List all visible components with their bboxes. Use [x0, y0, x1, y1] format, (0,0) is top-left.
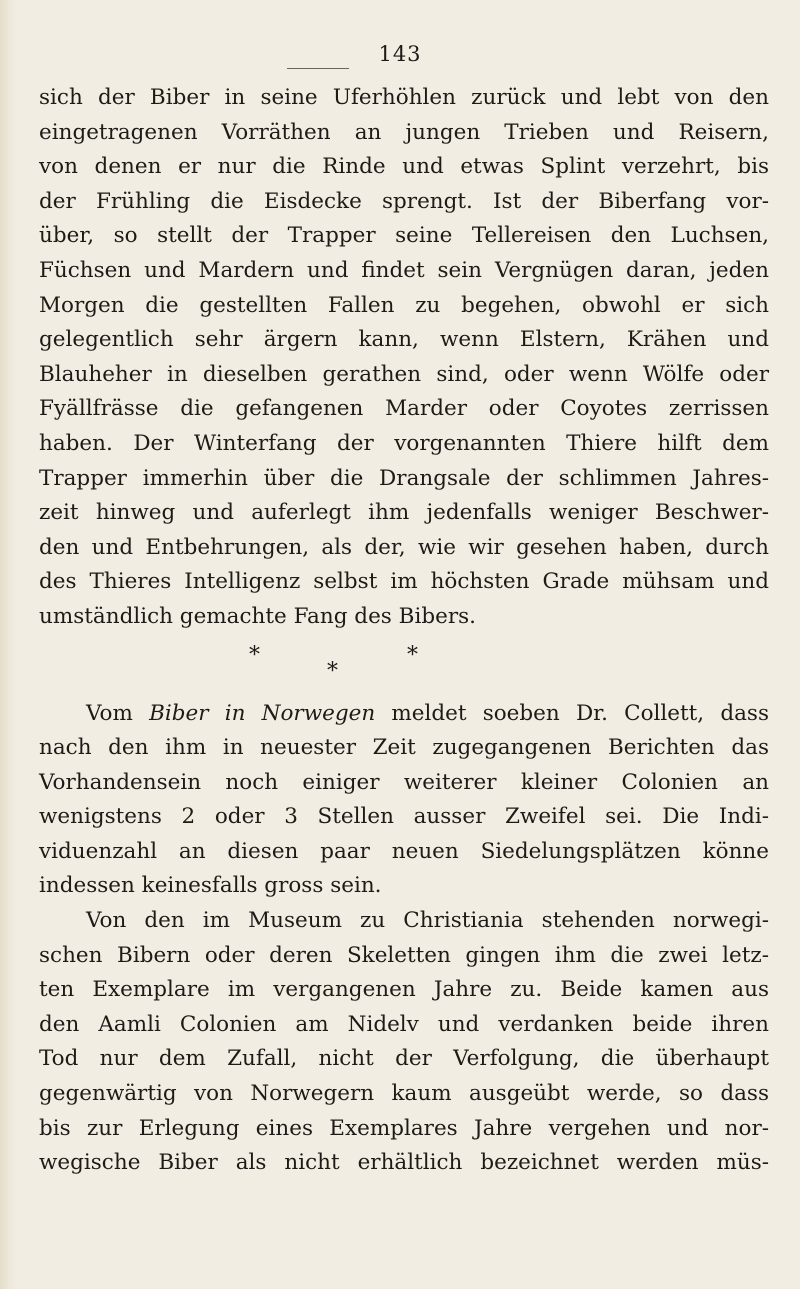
text-line: schen Bibern oder deren Skeletten gingen ihm die zwei letz-	[39, 942, 769, 968]
text-line: bis zur Erlegung eines Exemplares Jahre vergehen und nor-	[39, 1115, 769, 1141]
text-line: wegische Biber als nicht erhältlich bezeichnet werden müs-	[39, 1150, 769, 1176]
text-line: Trapper immerhin über die Drangsale der schlimmen Jahres-	[39, 465, 769, 491]
text-suffix: meldet soeben Dr. Collett, dass	[375, 700, 769, 726]
body-text	[39, 81, 769, 1181]
text-line: sich der Biber in seine Uferhöhlen zurück und lebt von den	[39, 85, 769, 110]
text-line: ten Exemplare im vergangenen Jahre zu. Beide kamen aus	[39, 977, 769, 1003]
text-prefix: Vom	[86, 700, 150, 726]
italic-phrase: Biber in Norwegen	[149, 700, 376, 726]
text-line: den Aamli Colonien am Nidelv und verdanken beide ihren	[39, 1011, 769, 1037]
paragraph-trapper-winter	[39, 81, 769, 635]
text-line: Füchsen und Mardern und findet sein Vergnügen daran, jeden	[39, 257, 769, 283]
text-line: Fyällfrässe die gefangenen Marder oder Coyotes zerrissen	[39, 396, 769, 422]
text-line: umständlich gemachte Fang des Bibers.	[39, 603, 476, 629]
section-separator	[39, 635, 769, 697]
asterisk-ornament: *	[407, 642, 418, 668]
page-number: 143	[378, 42, 422, 66]
text-line-first	[39, 697, 769, 732]
text-line: nach den ihm in neuester Zeit zugegangenen Berichten das	[39, 735, 769, 761]
header-rule	[287, 68, 349, 69]
text-line: Morgen die gestellten Fallen zu begehen, obwohl er sich	[39, 292, 769, 318]
asterisk-ornament: *	[249, 642, 260, 668]
text-line: eingetragenen Vorräthen an jungen Trieben und Reisern,	[39, 119, 769, 145]
paragraph-museum-christiania	[39, 904, 769, 1181]
text-line: haben. Der Winterfang der vorgenannten Thiere hilft dem	[39, 430, 769, 456]
text-line: Vorhandensein noch einiger weiterer kleiner Colonien an	[39, 769, 769, 795]
text-line: über, so stellt der Trapper seine Tellereisen den Luchsen,	[39, 223, 769, 249]
text-line: viduenzahl an diesen paar neuen Siedelungsplätzen könne	[39, 838, 769, 864]
text-line: wenigstens 2 oder 3 Stellen ausser Zweifel sei. Die Indi-	[39, 804, 769, 830]
text-line: gelegentlich sehr ärgern kann, wenn Elstern, Krähen und	[39, 327, 769, 353]
text-line: des Thieres Intelligenz selbst im höchsten Grade mühsam und	[39, 569, 769, 595]
text-line: Blauheher in dieselben gerathen sind, oder wenn Wölfe oder	[39, 361, 769, 387]
text-line: indessen keinesfalls gross sein.	[39, 873, 382, 899]
text-line: zeit hinweg und auferlegt ihm jedenfalls weniger Beschwer-	[39, 500, 769, 526]
text-line: den und Entbehrungen, als der, wie wir gesehen haben, durch	[39, 534, 769, 560]
paragraph-biber-norwegen	[39, 697, 769, 905]
text-line: von denen er nur die Rinde und etwas Splint verzehrt, bis	[39, 154, 769, 180]
text-line: gegenwärtig von Norwegern kaum ausgeübt werde, so dass	[39, 1081, 769, 1107]
text-line: Tod nur dem Zufall, nicht der Verfolgung, die überhaupt	[39, 1046, 769, 1072]
asterisk-ornament: *	[327, 658, 338, 684]
page-edge-shadow	[0, 0, 18, 1289]
text-line: der Frühling die Eisdecke sprengt. Ist der Biberfang vor-	[39, 188, 769, 214]
text-line: Von den im Museum zu Christiania stehenden norwegi-	[86, 908, 769, 934]
